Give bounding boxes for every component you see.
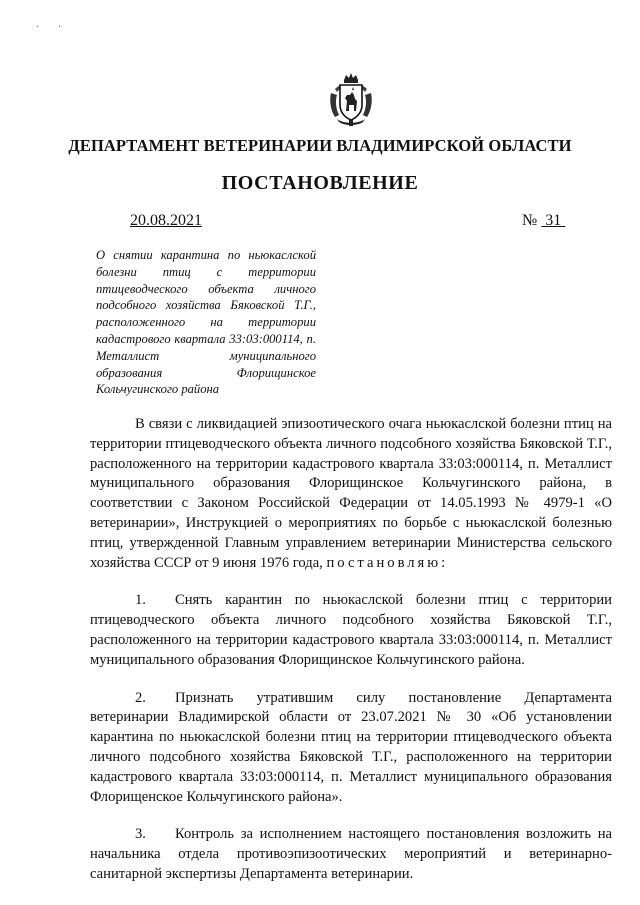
document-date: 20.08.2021 bbox=[130, 212, 202, 229]
document-type-title: ПОСТАНОВЛЕНИЕ bbox=[221, 172, 419, 194]
item-number: 2. bbox=[135, 689, 146, 706]
coat-of-arms-icon bbox=[327, 71, 375, 127]
document-body bbox=[90, 415, 612, 885]
list-item bbox=[90, 591, 612, 670]
list-item bbox=[90, 689, 612, 808]
item-text: Контроль за исполнением настоящего постановления возложить на начальника отдела противоэпизоотических мероприятий и ветеринарно-санитарной экспертизы Департамента ветеринарии. bbox=[90, 826, 612, 882]
department-title: ДЕПАРТАМЕНТ ВЕТЕРИНАРИИ ВЛАДИМИРСКОЙ ОБЛАСТИ bbox=[68, 136, 572, 155]
document-number bbox=[522, 212, 565, 230]
item-number: 1. bbox=[135, 592, 146, 609]
list-item bbox=[90, 825, 612, 884]
item-number: 3. bbox=[135, 826, 146, 843]
item-text: Снять карантин по ньюкаслской болезни птиц с территории птицеводческого объекта личного подсобного хозяйства Бяковской Т.Г., расположенного на территории кадастрового квартала 33:03:000114, п. Металлист муниципального образования Флорищинское Кольчугинского района. bbox=[90, 592, 612, 668]
item-text: Признать утратившим силу постановление Департамента ветеринарии Владимирской области от 23.07.2021 № 30 «Об установлении карантина по ньюкаслской болезни птиц на территории птицеводческого объекта личного подсобного хозяйства Бяковской Т.Г., расположенного на территории кадастрового квартала 33:03:000114, п. Металлист муниципального образования Флорищенское Кольчугинского района». bbox=[90, 689, 612, 805]
number-value: 31 bbox=[545, 212, 562, 229]
preamble-paragraph bbox=[90, 415, 612, 573]
decree-word: постановляю: bbox=[326, 554, 449, 571]
subject-heading: О снятии карантина по ньюкаслской болезни птиц с территории птицеводческого объекта личного подсобного хозяйства Бяковской Т.Г., расположенного на территории кадастрового квартала 33:03:000114, п. Металлист муниципального образования Флорищинское Кольчугинского района bbox=[96, 248, 316, 397]
number-prefix: № bbox=[522, 212, 542, 229]
scan-specks: · · bbox=[36, 22, 70, 33]
preamble-text: В связи с ликвидацией эпизоотического очага ньюкаслской болезни птиц на территории птицеводческого объекта личного подсобного хозяйства Бяковской Т.Г., расположенного на территории кадастрового квартала 33:03:000114, п. Металлист муниципального образования Флорищинское Кольчугинского района, в соответствии с Законом Российской Федерации от 14.05.1993 № 4979-1 «О ветеринарии», Инструкцией о мероприятиях по борьбе с ньюкаслской болезнью птиц, утвержденной Главным управлением ветеринарии Министерства сельского хозяйства СССР от 9 июня 1976 года, bbox=[90, 416, 612, 571]
